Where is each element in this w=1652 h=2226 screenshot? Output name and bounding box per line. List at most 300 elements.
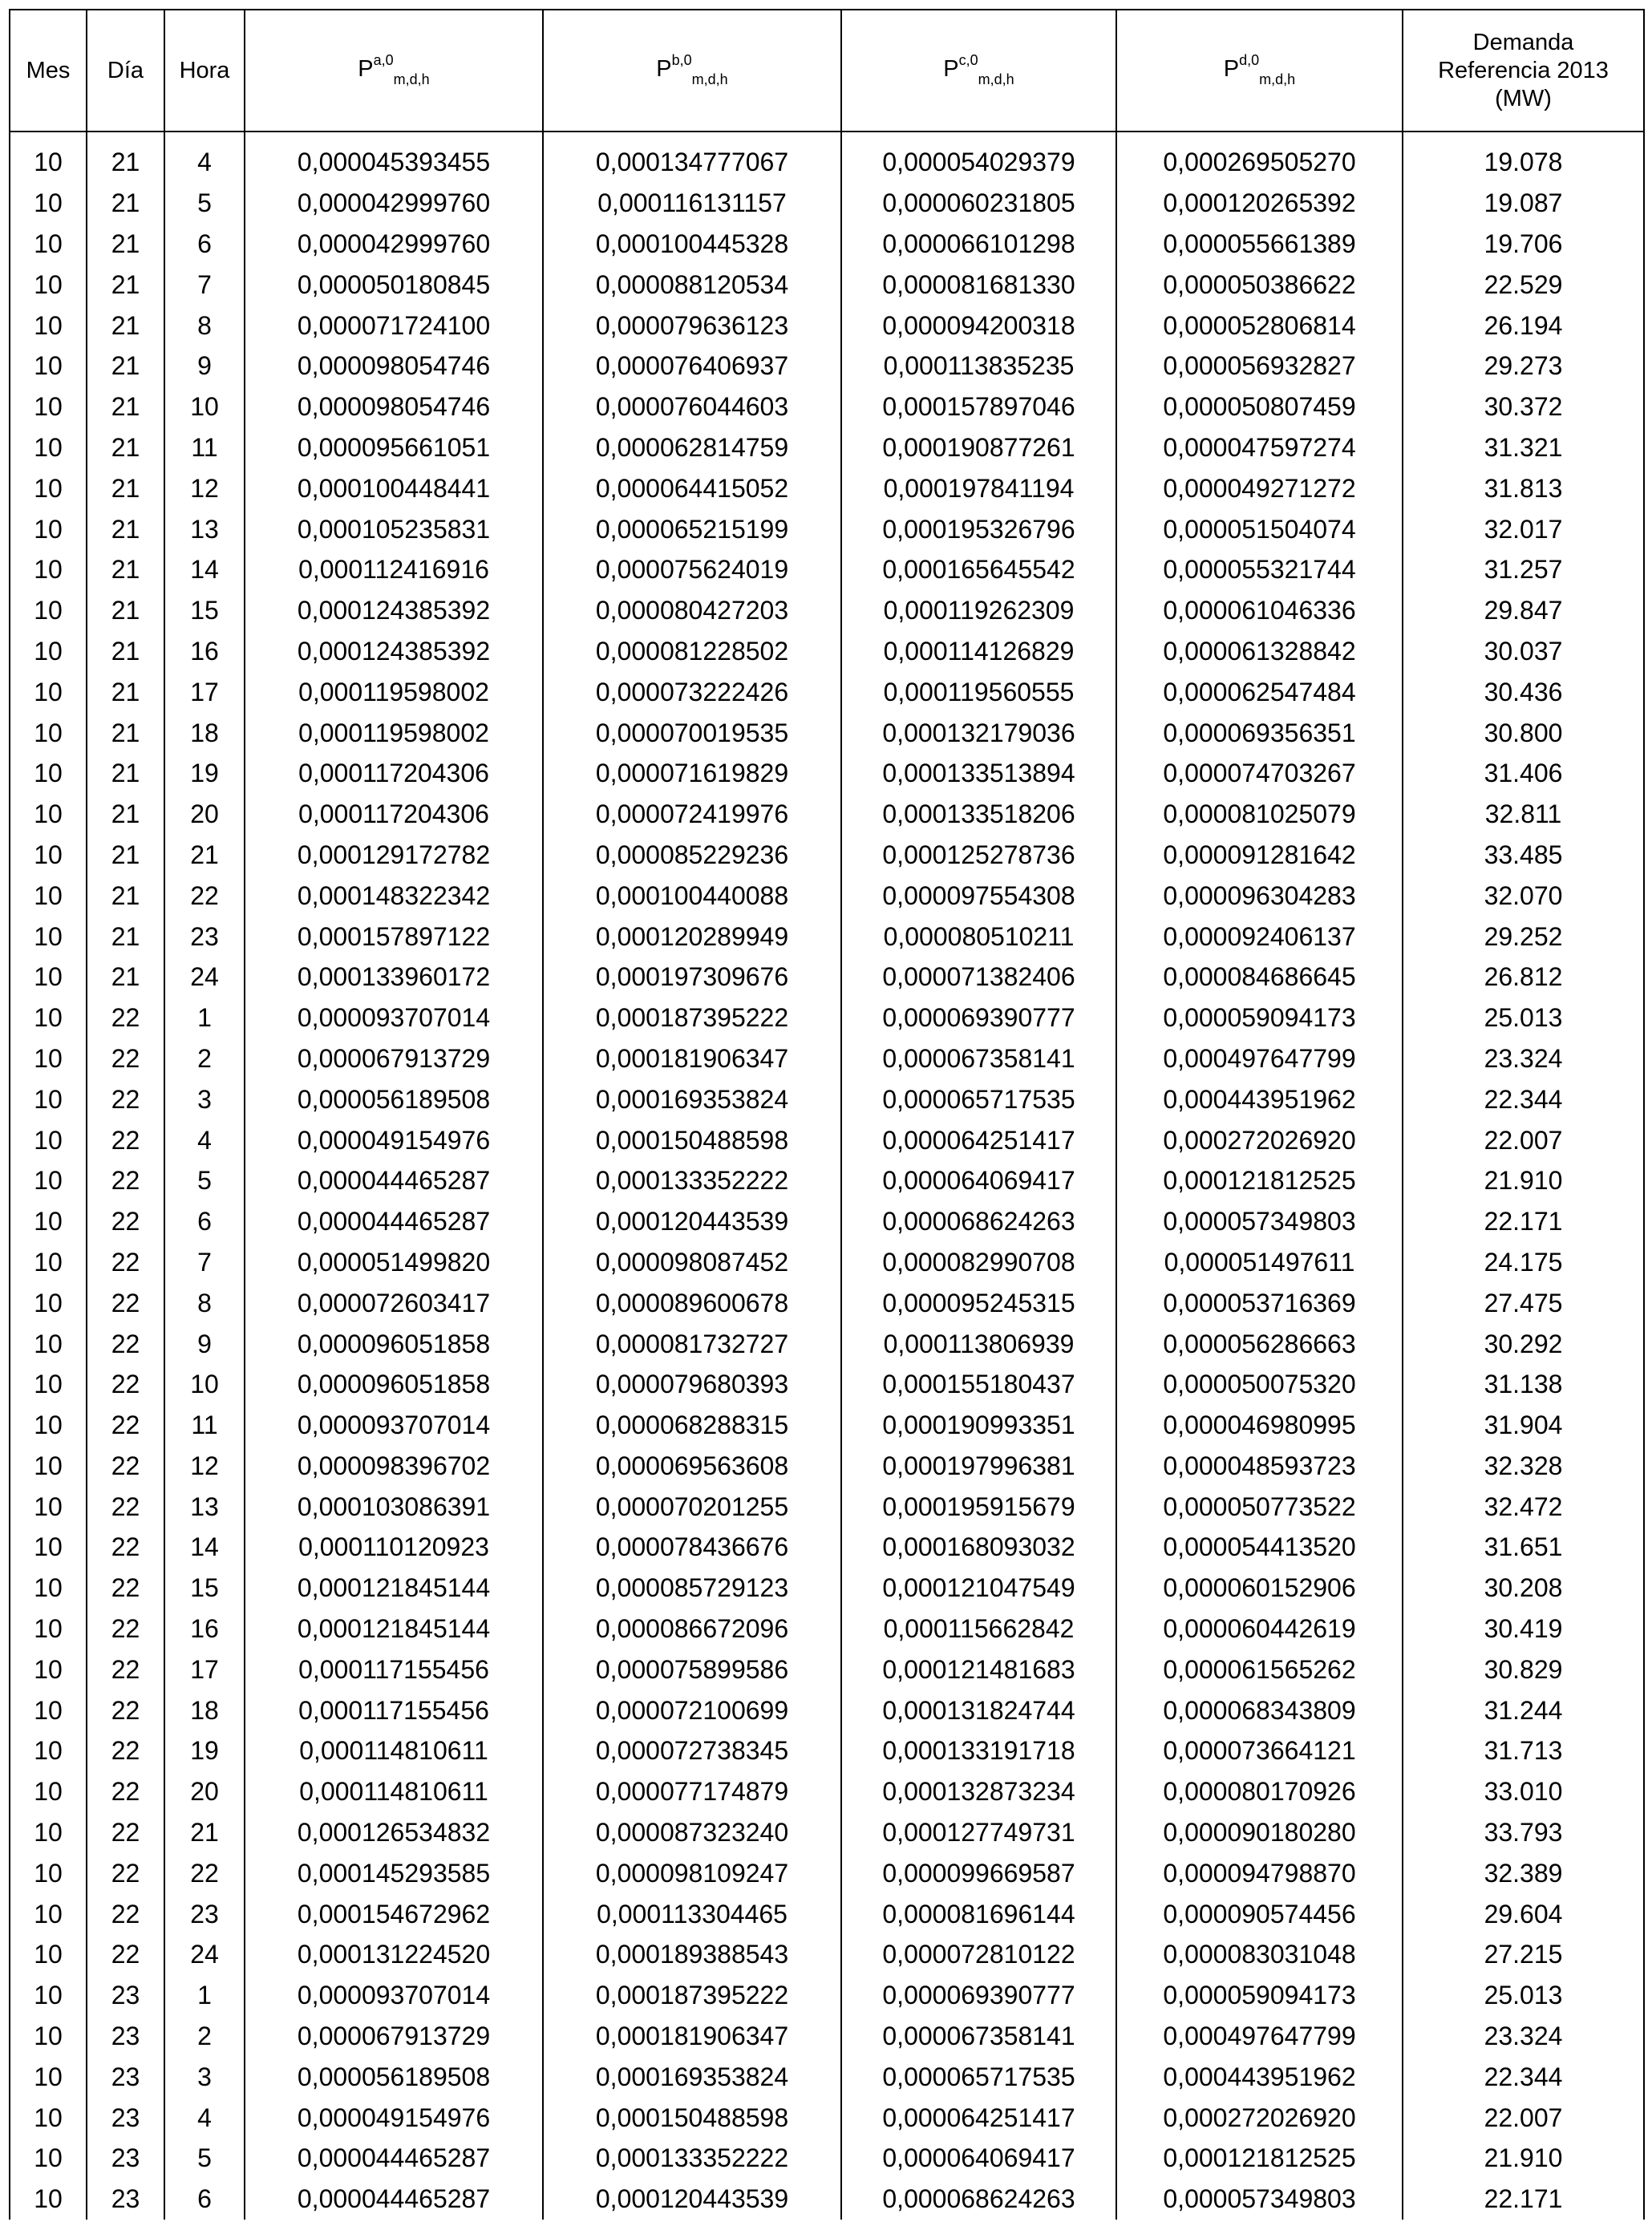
cell-pb: 0,000064415052 <box>543 467 841 508</box>
cell-pb: 0,000187395222 <box>543 998 841 1038</box>
cell-mes: 10 <box>10 1038 87 1079</box>
cell-pd: 0,000061328842 <box>1116 631 1403 672</box>
cell-pc: 0,000099669587 <box>841 1852 1116 1893</box>
cell-pd: 0,000049271272 <box>1116 467 1403 508</box>
cell-pc: 0,000190993351 <box>841 1405 1116 1446</box>
cell-pa: 0,000124385392 <box>245 631 543 672</box>
cell-mes: 10 <box>10 1079 87 1119</box>
cell-dia: 21 <box>87 427 164 468</box>
table-row <box>10 794 1644 835</box>
cell-pa: 0,000044465287 <box>245 1160 543 1201</box>
cell-hora: 24 <box>164 957 245 998</box>
cell-pd: 0,000069356351 <box>1116 712 1403 753</box>
cell-pb: 0,000120443539 <box>543 2179 841 2220</box>
cell-pa: 0,000129172782 <box>245 835 543 876</box>
cell-hora: 4 <box>164 1119 245 1160</box>
cell-dia: 22 <box>87 1446 164 1487</box>
cell-hora: 22 <box>164 875 245 916</box>
cell-dia: 21 <box>87 549 164 590</box>
cell-pb: 0,000189388543 <box>543 1934 841 1975</box>
cell-hora: 5 <box>164 2138 245 2179</box>
cell-demanda: 21.910 <box>1403 2138 1644 2179</box>
cell-dia: 22 <box>87 1323 164 1364</box>
cell-hora: 8 <box>164 305 245 346</box>
cell-mes: 10 <box>10 712 87 753</box>
cell-mes: 10 <box>10 305 87 346</box>
cell-demanda: 32.017 <box>1403 508 1644 549</box>
cell-pa: 0,000119598002 <box>245 712 543 753</box>
cell-dia: 22 <box>87 1079 164 1119</box>
cell-pb: 0,000085229236 <box>543 835 841 876</box>
cell-dia: 22 <box>87 1119 164 1160</box>
cell-pb: 0,000133352222 <box>543 2138 841 2179</box>
cell-demanda: 31.651 <box>1403 1527 1644 1568</box>
cell-demanda: 22.171 <box>1403 1201 1644 1242</box>
cell-dia: 22 <box>87 1568 164 1609</box>
table-row <box>10 1323 1644 1364</box>
cell-mes: 10 <box>10 631 87 672</box>
cell-hora: 17 <box>164 671 245 712</box>
cell-hora: 13 <box>164 508 245 549</box>
cell-mes: 10 <box>10 1934 87 1975</box>
cell-pa: 0,000105235831 <box>245 508 543 549</box>
cell-pc: 0,000069390777 <box>841 998 1116 1038</box>
cell-pd: 0,000497647799 <box>1116 1038 1403 1079</box>
cell-demanda: 30.800 <box>1403 712 1644 753</box>
cell-dia: 23 <box>87 2138 164 2179</box>
cell-pc: 0,000132873234 <box>841 1771 1116 1812</box>
cell-pb: 0,000086672096 <box>543 1609 841 1649</box>
cell-demanda: 30.829 <box>1403 1649 1644 1690</box>
cell-mes: 10 <box>10 1364 87 1405</box>
cell-mes: 10 <box>10 224 87 265</box>
cell-demanda: 30.436 <box>1403 671 1644 712</box>
cell-pd: 0,000074703267 <box>1116 753 1403 794</box>
cell-mes: 10 <box>10 1160 87 1201</box>
cell-mes: 10 <box>10 1119 87 1160</box>
cell-pa: 0,000117155456 <box>245 1649 543 1690</box>
table-row <box>10 1282 1644 1323</box>
cell-pa: 0,000044465287 <box>245 1201 543 1242</box>
cell-pb: 0,000080427203 <box>543 590 841 631</box>
table-row <box>10 2056 1644 2097</box>
cell-pb: 0,000077174879 <box>543 1771 841 1812</box>
cell-demanda: 19.706 <box>1403 224 1644 265</box>
cell-pb: 0,000098087452 <box>543 1242 841 1283</box>
cell-pb: 0,000072100699 <box>543 1690 841 1730</box>
cell-pa: 0,000145293585 <box>245 1852 543 1893</box>
cell-pa: 0,000148322342 <box>245 875 543 916</box>
cell-pc: 0,000066101298 <box>841 224 1116 265</box>
cell-pd: 0,000083031048 <box>1116 1934 1403 1975</box>
cell-pd: 0,000060152906 <box>1116 1568 1403 1609</box>
cell-mes: 10 <box>10 467 87 508</box>
header-row <box>10 10 1644 132</box>
cell-demanda: 21.910 <box>1403 1160 1644 1201</box>
cell-dia: 22 <box>87 1201 164 1242</box>
cell-dia: 21 <box>87 875 164 916</box>
cell-mes: 10 <box>10 671 87 712</box>
cell-dia: 22 <box>87 1160 164 1201</box>
cell-mes: 10 <box>10 957 87 998</box>
cell-pd: 0,000056932827 <box>1116 346 1403 387</box>
table-row <box>10 1201 1644 1242</box>
cell-pd: 0,000048593723 <box>1116 1446 1403 1487</box>
cell-pa: 0,000117204306 <box>245 753 543 794</box>
cell-demanda: 31.321 <box>1403 427 1644 468</box>
table-row <box>10 346 1644 387</box>
cell-dia: 22 <box>87 1242 164 1283</box>
cell-pc: 0,000195915679 <box>841 1486 1116 1527</box>
cell-pa: 0,000095661051 <box>245 427 543 468</box>
cell-pd: 0,000120265392 <box>1116 183 1403 224</box>
cell-pd: 0,000051504074 <box>1116 508 1403 549</box>
cell-mes: 10 <box>10 2179 87 2220</box>
cell-pd: 0,000059094173 <box>1116 998 1403 1038</box>
cell-mes: 10 <box>10 1568 87 1609</box>
cell-pc: 0,000119262309 <box>841 590 1116 631</box>
table-row <box>10 142 1644 183</box>
cell-pd: 0,000051497611 <box>1116 1242 1403 1283</box>
table-body <box>10 132 1644 2220</box>
cell-pd: 0,000055321744 <box>1116 549 1403 590</box>
cell-hora: 11 <box>164 1405 245 1446</box>
cell-pb: 0,000070201255 <box>543 1486 841 1527</box>
cell-demanda: 33.485 <box>1403 835 1644 876</box>
cell-demanda: 29.273 <box>1403 346 1644 387</box>
cell-pc: 0,000064069417 <box>841 2138 1116 2179</box>
cell-pa: 0,000093707014 <box>245 1975 543 2016</box>
cell-hora: 10 <box>164 387 245 427</box>
cell-pd: 0,000050075320 <box>1116 1364 1403 1405</box>
cell-hora: 16 <box>164 1609 245 1649</box>
cell-dia: 22 <box>87 1282 164 1323</box>
cell-mes: 10 <box>10 427 87 468</box>
table-row <box>10 671 1644 712</box>
cell-pd: 0,000090180280 <box>1116 1812 1403 1853</box>
cell-pa: 0,000098054746 <box>245 387 543 427</box>
table-row <box>10 1609 1644 1649</box>
cell-hora: 23 <box>164 916 245 957</box>
cell-pa: 0,000114810611 <box>245 1771 543 1812</box>
cell-pc: 0,000155180437 <box>841 1364 1116 1405</box>
cell-pa: 0,000117204306 <box>245 794 543 835</box>
cell-demanda: 32.472 <box>1403 1486 1644 1527</box>
cell-demanda: 30.419 <box>1403 1609 1644 1649</box>
table-row <box>10 1690 1644 1730</box>
cell-mes: 10 <box>10 1893 87 1934</box>
cell-hora: 3 <box>164 1079 245 1119</box>
cell-pa: 0,000100448441 <box>245 467 543 508</box>
table-row <box>10 2138 1644 2179</box>
cell-pc: 0,000067358141 <box>841 2016 1116 2057</box>
cell-pd: 0,000061046336 <box>1116 590 1403 631</box>
table-row <box>10 1486 1644 1527</box>
cell-dia: 23 <box>87 1975 164 2016</box>
cell-pd: 0,000055661389 <box>1116 224 1403 265</box>
cell-pc: 0,000127749731 <box>841 1812 1116 1853</box>
cell-demanda: 23.324 <box>1403 1038 1644 1079</box>
header-dia: Día <box>87 10 164 132</box>
cell-hora: 19 <box>164 753 245 794</box>
cell-pc: 0,000197996381 <box>841 1446 1116 1487</box>
cell-pb: 0,000062814759 <box>543 427 841 468</box>
cell-pd: 0,000060442619 <box>1116 1609 1403 1649</box>
cell-demanda: 26.194 <box>1403 305 1644 346</box>
cell-dia: 22 <box>87 1527 164 1568</box>
cell-pa: 0,000112416916 <box>245 549 543 590</box>
cell-pd: 0,000272026920 <box>1116 1119 1403 1160</box>
cell-pc: 0,000133191718 <box>841 1730 1116 1771</box>
cell-demanda: 24.175 <box>1403 1242 1644 1283</box>
table-row <box>10 1119 1644 1160</box>
cell-pa: 0,000051499820 <box>245 1242 543 1283</box>
cell-pb: 0,000181906347 <box>543 1038 841 1079</box>
table-row <box>10 1242 1644 1283</box>
cell-pb: 0,000088120534 <box>543 264 841 305</box>
cell-pb: 0,000150488598 <box>543 2097 841 2138</box>
cell-mes: 10 <box>10 753 87 794</box>
cell-dia: 22 <box>87 1690 164 1730</box>
cell-pd: 0,000053716369 <box>1116 1282 1403 1323</box>
cell-hora: 18 <box>164 712 245 753</box>
cell-pb: 0,000075624019 <box>543 549 841 590</box>
table-row <box>10 2097 1644 2138</box>
cell-hora: 12 <box>164 1446 245 1487</box>
cell-pc: 0,000054029379 <box>841 142 1116 183</box>
cell-dia: 22 <box>87 1649 164 1690</box>
cell-hora: 14 <box>164 549 245 590</box>
cell-hora: 20 <box>164 794 245 835</box>
cell-pc: 0,000157897046 <box>841 387 1116 427</box>
cell-hora: 4 <box>164 142 245 183</box>
table-row <box>10 467 1644 508</box>
cell-demanda: 33.010 <box>1403 1771 1644 1812</box>
table-row <box>10 1160 1644 1201</box>
cell-demanda: 19.078 <box>1403 142 1644 183</box>
cell-mes: 10 <box>10 1975 87 2016</box>
cell-dia: 23 <box>87 2016 164 2057</box>
cell-hora: 18 <box>164 1690 245 1730</box>
cell-pa: 0,000067913729 <box>245 1038 543 1079</box>
cell-hora: 13 <box>164 1486 245 1527</box>
table-row <box>10 835 1644 876</box>
table-row <box>10 1405 1644 1446</box>
cell-pc: 0,000125278736 <box>841 835 1116 876</box>
cell-pb: 0,000075899586 <box>543 1649 841 1690</box>
cell-pd: 0,000121812525 <box>1116 1160 1403 1201</box>
cell-dia: 21 <box>87 508 164 549</box>
table-row <box>10 224 1644 265</box>
cell-hora: 3 <box>164 2056 245 2097</box>
cell-mes: 10 <box>10 2016 87 2057</box>
cell-pb: 0,000085729123 <box>543 1568 841 1609</box>
cell-demanda: 31.138 <box>1403 1364 1644 1405</box>
cell-hora: 16 <box>164 631 245 672</box>
cell-pd: 0,000080170926 <box>1116 1771 1403 1812</box>
cell-dia: 23 <box>87 2097 164 2138</box>
cell-dia: 22 <box>87 1893 164 1934</box>
cell-pc: 0,000064251417 <box>841 2097 1116 2138</box>
cell-demanda: 22.529 <box>1403 264 1644 305</box>
table-row <box>10 549 1644 590</box>
cell-hora: 23 <box>164 1893 245 1934</box>
cell-pd: 0,000057349803 <box>1116 2179 1403 2220</box>
cell-pa: 0,000114810611 <box>245 1730 543 1771</box>
cell-pd: 0,000050773522 <box>1116 1486 1403 1527</box>
cell-hora: 1 <box>164 998 245 1038</box>
cell-mes: 10 <box>10 794 87 835</box>
cell-mes: 10 <box>10 1730 87 1771</box>
cell-hora: 20 <box>164 1771 245 1812</box>
table-row <box>10 183 1644 224</box>
cell-pa: 0,000050180845 <box>245 264 543 305</box>
cell-pa: 0,000126534832 <box>245 1812 543 1853</box>
cell-pc: 0,000082990708 <box>841 1242 1116 1283</box>
cell-pc: 0,000132179036 <box>841 712 1116 753</box>
cell-pa: 0,000157897122 <box>245 916 543 957</box>
cell-mes: 10 <box>10 1771 87 1812</box>
table-row <box>10 875 1644 916</box>
header-mes: Mes <box>10 10 87 132</box>
cell-mes: 10 <box>10 1282 87 1323</box>
table-row <box>10 1975 1644 2016</box>
cell-mes: 10 <box>10 1323 87 1364</box>
table-row <box>10 1446 1644 1487</box>
cell-pb: 0,000081732727 <box>543 1323 841 1364</box>
table-row <box>10 1812 1644 1853</box>
cell-pb: 0,000078436676 <box>543 1527 841 1568</box>
cell-demanda: 22.344 <box>1403 2056 1644 2097</box>
cell-demanda: 32.070 <box>1403 875 1644 916</box>
cell-pb: 0,000197309676 <box>543 957 841 998</box>
cell-pd: 0,000272026920 <box>1116 2097 1403 2138</box>
cell-demanda: 22.344 <box>1403 1079 1644 1119</box>
cell-pd: 0,000094798870 <box>1116 1852 1403 1893</box>
cell-dia: 22 <box>87 1852 164 1893</box>
probability-table <box>9 9 1645 2220</box>
cell-demanda: 29.252 <box>1403 916 1644 957</box>
table-row <box>10 712 1644 753</box>
cell-pd: 0,000050807459 <box>1116 387 1403 427</box>
cell-mes: 10 <box>10 264 87 305</box>
cell-pd: 0,000052806814 <box>1116 305 1403 346</box>
cell-pa: 0,000133960172 <box>245 957 543 998</box>
cell-hora: 7 <box>164 264 245 305</box>
cell-mes: 10 <box>10 1852 87 1893</box>
cell-hora: 14 <box>164 1527 245 1568</box>
cell-pa: 0,000056189508 <box>245 1079 543 1119</box>
cell-dia: 21 <box>87 590 164 631</box>
cell-dia: 22 <box>87 1486 164 1527</box>
cell-pd: 0,000092406137 <box>1116 916 1403 957</box>
cell-pb: 0,000079680393 <box>543 1364 841 1405</box>
cell-pc: 0,000197841194 <box>841 467 1116 508</box>
cell-pb: 0,000116131157 <box>543 183 841 224</box>
table-row <box>10 753 1644 794</box>
table-row <box>10 427 1644 468</box>
cell-pa: 0,000044465287 <box>245 2179 543 2220</box>
cell-dia: 21 <box>87 712 164 753</box>
cell-pd: 0,000443951962 <box>1116 1079 1403 1119</box>
spacer-row <box>10 132 1644 142</box>
table-row <box>10 1730 1644 1771</box>
cell-mes: 10 <box>10 142 87 183</box>
table-row <box>10 2016 1644 2057</box>
cell-pb: 0,000073222426 <box>543 671 841 712</box>
cell-demanda: 32.811 <box>1403 794 1644 835</box>
cell-dia: 21 <box>87 957 164 998</box>
cell-mes: 10 <box>10 1527 87 1568</box>
cell-pc: 0,000065717535 <box>841 1079 1116 1119</box>
cell-pd: 0,000057349803 <box>1116 1201 1403 1242</box>
cell-mes: 10 <box>10 1201 87 1242</box>
cell-hora: 12 <box>164 467 245 508</box>
cell-hora: 6 <box>164 224 245 265</box>
cell-dia: 22 <box>87 1364 164 1405</box>
cell-demanda: 31.813 <box>1403 467 1644 508</box>
header-pa: P$^{a,0}_{m,d,h}$ <box>245 10 543 132</box>
cell-pc: 0,000168093032 <box>841 1527 1116 1568</box>
cell-pc: 0,000060231805 <box>841 183 1116 224</box>
cell-pc: 0,000064251417 <box>841 1119 1116 1160</box>
cell-pb: 0,000089600678 <box>543 1282 841 1323</box>
cell-pb: 0,000072738345 <box>543 1730 841 1771</box>
cell-pa: 0,000044465287 <box>245 2138 543 2179</box>
cell-pd: 0,000084686645 <box>1116 957 1403 998</box>
cell-pb: 0,000133352222 <box>543 1160 841 1201</box>
cell-pa: 0,000093707014 <box>245 998 543 1038</box>
cell-demanda: 23.324 <box>1403 2016 1644 2057</box>
cell-demanda: 32.389 <box>1403 1852 1644 1893</box>
cell-mes: 10 <box>10 1649 87 1690</box>
cell-pa: 0,000117155456 <box>245 1690 543 1730</box>
cell-mes: 10 <box>10 1242 87 1283</box>
cell-pa: 0,000072603417 <box>245 1282 543 1323</box>
cell-dia: 21 <box>87 142 164 183</box>
cell-dia: 21 <box>87 183 164 224</box>
table-row <box>10 1527 1644 1568</box>
cell-pd: 0,000059094173 <box>1116 1975 1403 2016</box>
cell-hora: 17 <box>164 1649 245 1690</box>
cell-pd: 0,000121812525 <box>1116 2138 1403 2179</box>
cell-pb: 0,000065215199 <box>543 508 841 549</box>
cell-demanda: 22.007 <box>1403 1119 1644 1160</box>
cell-demanda: 22.007 <box>1403 2097 1644 2138</box>
cell-pc: 0,000121481683 <box>841 1649 1116 1690</box>
cell-hora: 4 <box>164 2097 245 2138</box>
cell-pc: 0,000133513894 <box>841 753 1116 794</box>
header-demanda: Demanda Referencia 2013 (MW) <box>1403 10 1644 132</box>
cell-pa: 0,000096051858 <box>245 1323 543 1364</box>
cell-dia: 21 <box>87 631 164 672</box>
cell-hora: 6 <box>164 2179 245 2220</box>
cell-pa: 0,000067913729 <box>245 2016 543 2057</box>
cell-demanda: 29.604 <box>1403 1893 1644 1934</box>
cell-pa: 0,000131224520 <box>245 1934 543 1975</box>
cell-hora: 22 <box>164 1852 245 1893</box>
cell-mes: 10 <box>10 1812 87 1853</box>
cell-hora: 9 <box>164 346 245 387</box>
cell-dia: 22 <box>87 998 164 1038</box>
cell-dia: 22 <box>87 1038 164 1079</box>
cell-dia: 21 <box>87 264 164 305</box>
cell-pd: 0,000056286663 <box>1116 1323 1403 1364</box>
cell-pc: 0,000071382406 <box>841 957 1116 998</box>
cell-pb: 0,000187395222 <box>543 1975 841 2016</box>
cell-dia: 21 <box>87 671 164 712</box>
cell-hora: 7 <box>164 1242 245 1283</box>
